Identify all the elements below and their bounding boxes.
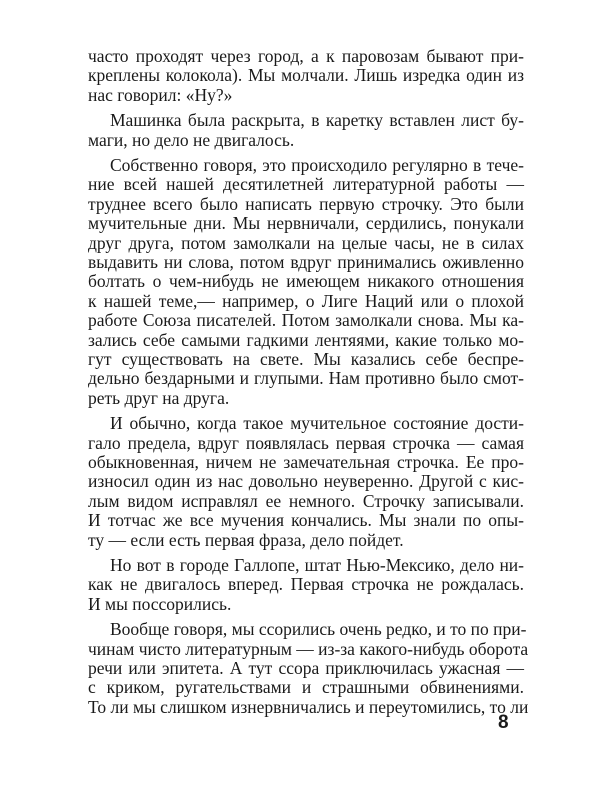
text-line: работе Союза писателей. Потом замолкали снова. Мы ка- [88,310,524,331]
text-line: ние всей нашей десятилетней литературной работы — [88,174,524,195]
text-line: И обычно, когда такое мучительное состояние дости- [110,413,524,434]
text-line: часто проходят через город, а к паровозам бывают при- [88,46,524,66]
text-line: гало предела, вдруг появлялась первая строчка — самая [88,432,524,453]
text-line: к нашей теме,— например, о Лиге Наций или о плохой [88,290,524,311]
text-line: чинам чисто литературным — из-за какого-нибудь оборота [88,638,529,659]
text-line: нас говорил: «Ну?» [88,84,233,105]
text-line: с криком, ругательствами и страшными обвинениями. [88,677,524,698]
text-line: дельно бездарными и глупыми. Нам противно было смот- [88,368,524,389]
text-line: Собственно говоря, это происходило регулярно в тече- [110,155,524,175]
text-line: И мы поссорились. [88,593,232,614]
text-line: друг друга, потом замолкали на целые часы, не в силах [88,232,524,253]
text-line: креплены колокола). Мы молчали. Лишь изредка один из [88,65,524,86]
text-line: зались себе самыми гадкими лентяями, какие только мо- [88,329,524,350]
text-line: труднее всего было написать первую строчку. Это были [88,193,524,214]
text-line: лым видом исправлял ее немного. Строчку записывали. [88,490,524,511]
text-line: мучительные дни. Мы нервничали, сердились, понукали [88,213,524,234]
text-line: маги, но дело не двигалось. [88,129,295,150]
text-line: гут существовать на свете. Мы казались себе беспре- [88,349,524,369]
page-number: 8 [498,712,509,733]
text-line: Вообще говоря, мы ссорились очень редко, и то по при- [110,619,527,640]
text-line: обыкновенная, ничем не замечательная строчка. Ее про- [88,452,524,472]
text-line: Машинка была раскрыта, в каретку вставлен лист бу- [110,110,524,131]
text-line: как не двигалось вперед. Первая строчка не рождалась. [88,574,524,595]
text-line: И тотчас же все мучения кончались. Мы знали по опы- [88,510,524,531]
text-line: износил один из нас довольно неуверенно. Другой с кис- [88,471,524,492]
text-line: выдавить ни слова, потом вдруг принимались оживленно [88,252,524,272]
text-line: реть друг на друга. [88,387,230,408]
text-line: ту — если есть первая фраза, дело пойдет. [88,529,404,550]
text-line: То ли мы слишком изнервничались и переутомились, то ли [88,696,529,717]
text-line: речи или эпитета. А тут ссора приключилась ужасная — [88,658,524,678]
text-line: Но вот в городе Галлопе, штат Нью-Мексико, дело ни- [110,555,524,575]
text-line: болтать о чем-нибудь не имеющем никакого отношения [88,271,524,292]
